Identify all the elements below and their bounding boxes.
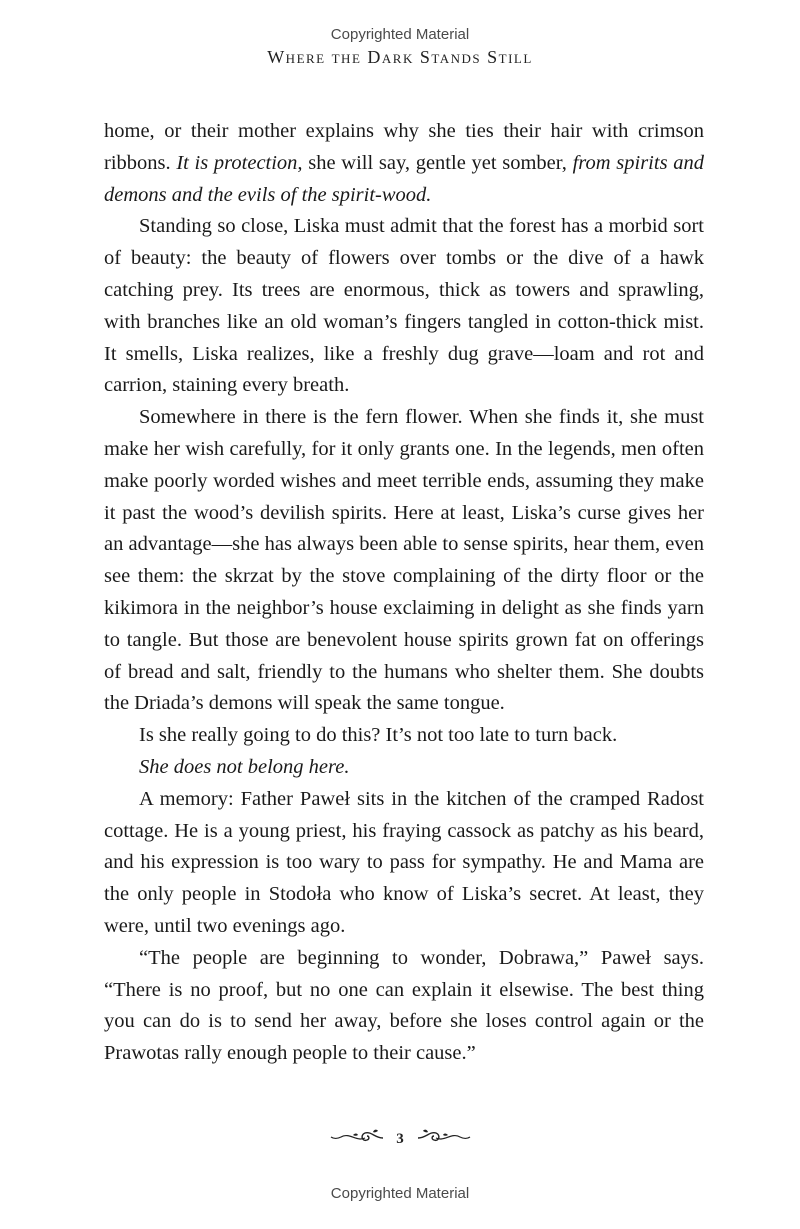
paragraph-1-part-2: she will say, gentle yet somber, bbox=[302, 151, 573, 174]
paragraph-1-part-1: home, or their mother explains why she ties their hair with crimson ribbons. bbox=[104, 120, 704, 174]
paragraph-1-italic-2: from spirits and demons and the evils of the spirit-wood. bbox=[104, 151, 705, 206]
folio bbox=[0, 1127, 800, 1152]
right-flourish-ornament bbox=[416, 1127, 472, 1152]
left-flourish-ornament bbox=[329, 1127, 385, 1152]
paragraph-5-italic: She does not belong here. bbox=[139, 755, 350, 778]
body-text bbox=[104, 116, 704, 1070]
paragraph-1-italic-1: It is protection, bbox=[176, 151, 303, 174]
page-number: 3 bbox=[396, 1131, 404, 1147]
paragraph-4: Is she really going to do this? It’s not too late to turn back. bbox=[139, 724, 618, 747]
running-head bbox=[0, 47, 800, 68]
copyright-notice-top: Copyrighted Material bbox=[330, 26, 470, 43]
paragraph-3: Somewhere in there is the fern flower. When she finds it, she must make her wish carefully, for it only grants one. In the legends, men often make poorly worded wishes and meet terrible ends, assuming they make it past the wood’s devilish spirits. Here at least, Liska’s curse gives her an advantage—she has always been able to sense spirits, hear them, even see them: the skrzat by the stove complaining of the dirty floor or the kikimora in the neighbor’s house exclaiming in delight as she finds yarn to tangle. But those are benevolent house spirits grown fat on offerings of bread and salt, friendly to the humans who shelter them. She doubts the Driada’s demons will speak the same tongue. bbox=[104, 406, 704, 715]
paragraph-1 bbox=[104, 116, 704, 211]
paragraph-6: A memory: Father Paweł sits in the kitchen of the cramped Radost cottage. He is a young priest, his fraying cassock as patchy as his beard, and his expression is too wary to pass for sympathy. He and Mama are the only people in Stodoła who know of Liska’s secret. At least, they were, until two evenings ago. bbox=[104, 787, 704, 937]
running-head-text: Where the Dark Stands Still bbox=[267, 47, 533, 67]
paragraph-5 bbox=[104, 752, 704, 784]
copyright-notice-bottom: Copyrighted Material bbox=[330, 1185, 470, 1202]
paragraph-2: Standing so close, Liska must admit that the forest has a morbid sort of beauty: the beauty of flowers over tombs or the dive of a hawk catching prey. Its trees are enormous, thick as towers and sprawling, with branches like an old woman’s fingers tangled in cotton-thick mist. It smells, Liska realizes, like a freshly dug grave—loam and rot and carrion, staining every breath. bbox=[104, 215, 704, 397]
paragraph-7: “The people are beginning to wonder, Dobrawa,” Paweł says. “There is no proof, but no one can explain it elsewise. The best thing you can do is to send her away, before she loses control again or the Prawotas rally enough people to their cause.” bbox=[104, 946, 704, 1065]
